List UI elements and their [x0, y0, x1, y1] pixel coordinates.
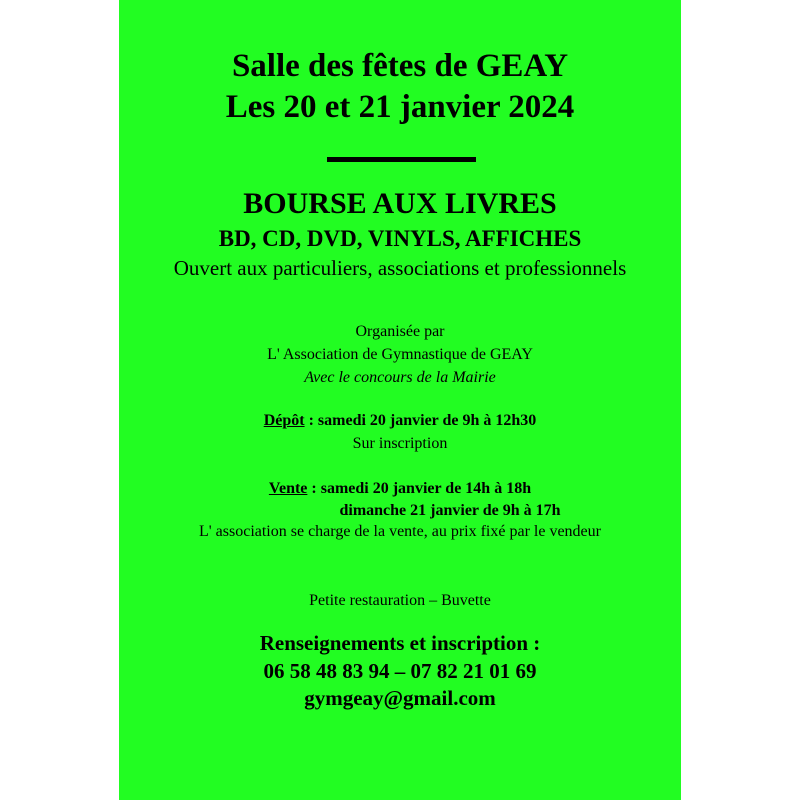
event-categories: BD, CD, DVD, VINYLS, AFFICHES: [218, 226, 582, 251]
deposit-note: Sur inscription: [352, 435, 448, 452]
deposit-line: [0, 413, 800, 429]
open-to-text: Ouvert aux particuliers, associations et professionnels: [173, 256, 627, 280]
sale-label: Vente: [268, 480, 308, 497]
sale-line: [0, 481, 800, 497]
sale-time-2: dimanche 21 janvier de 9h à 17h: [339, 502, 561, 519]
sale-time-1: samedi 20 janvier de 14h à 18h: [320, 480, 532, 497]
deposit-separator: :: [304, 412, 318, 429]
contact-phones: 06 58 48 83 94 – 07 82 21 01 69: [263, 659, 537, 683]
contact-email: gymgeay@gmail.com: [304, 686, 496, 710]
divider-line: [327, 157, 476, 162]
organizer-intro: Organisée par: [355, 323, 445, 340]
catering-text: Petite restauration – Buvette: [309, 592, 491, 609]
event-dates: Les 20 et 21 janvier 2024: [225, 89, 575, 125]
event-title: BOURSE AUX LIVRES: [243, 187, 557, 220]
venue-title: Salle des fêtes de GEAY: [231, 48, 569, 84]
organizer-name: L' Association de Gymnastique de GEAY: [267, 346, 533, 363]
sale-separator: :: [307, 480, 321, 497]
contact-title: Renseignements et inscription :: [259, 631, 541, 655]
deposit-label: Dépôt: [263, 412, 305, 429]
deposit-time: samedi 20 janvier de 9h à 12h30: [317, 412, 537, 429]
sale-note: L' association se charge de la vente, au prix fixé par le vendeur: [199, 523, 601, 540]
organizer-support: Avec le concours de la Mairie: [304, 369, 496, 386]
